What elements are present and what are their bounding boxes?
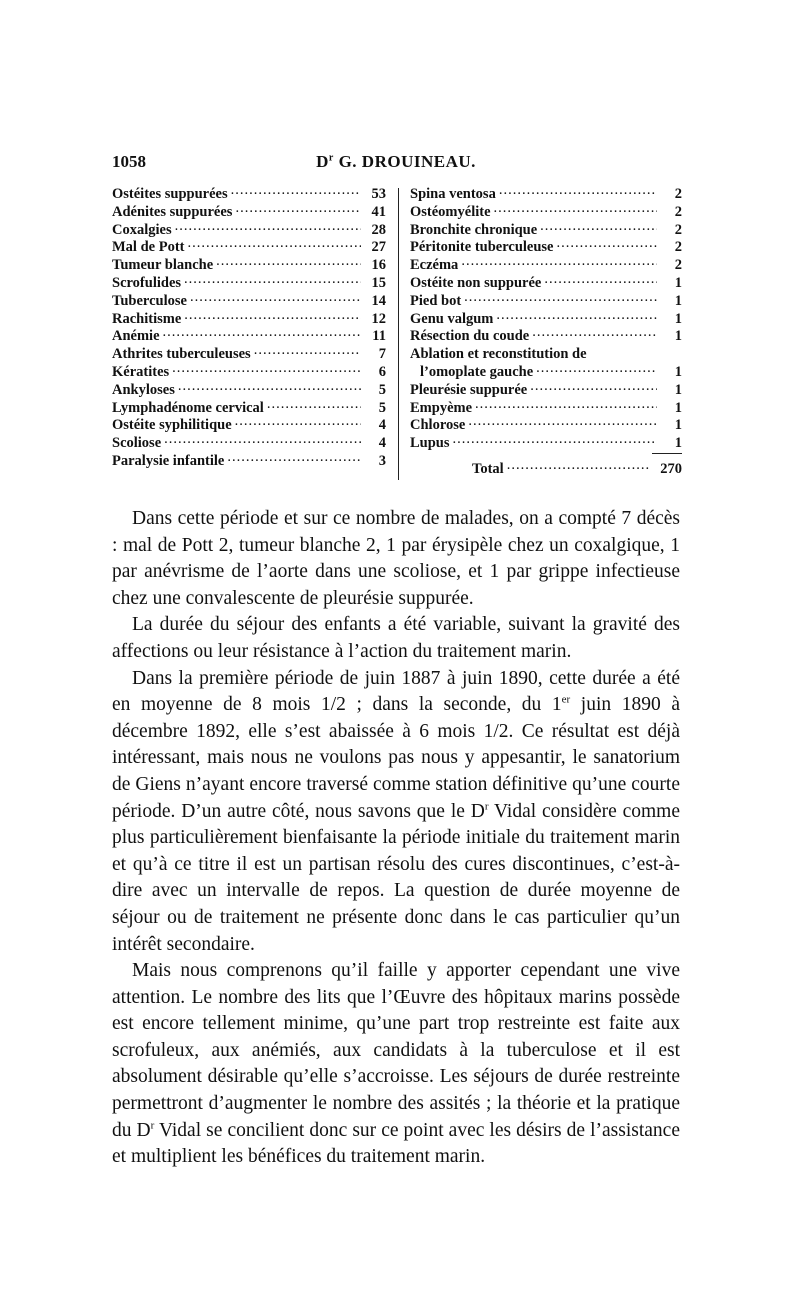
text-run: juin 1890 à décembre 1892, elle s’est abaissée à 6 mois 1/2. Ce résultat est déjà intéressant, mais nous ne voulons pas nous y appesantir, le sanatorium de Giens n’ayant encore traversé comme station définitive qu’une courte période. D’un autre côté, nous savons que le D — [112, 694, 680, 822]
table-row — [410, 275, 682, 293]
table-row — [112, 382, 386, 400]
row-label: Ostéomyélite — [410, 203, 491, 220]
table-row — [112, 453, 386, 471]
column-divider — [398, 188, 399, 480]
row-value: 1 — [674, 274, 682, 291]
table-row — [410, 239, 682, 257]
row-value: 1 — [674, 292, 682, 309]
total-rule-wrap — [410, 453, 682, 457]
row-value: 4 — [378, 417, 386, 434]
row-label: Spina ventosa — [410, 186, 496, 202]
table-row-ablation-line2 — [410, 364, 682, 382]
row-value: 12 — [371, 310, 386, 327]
total-label: Total — [472, 460, 504, 477]
row-value: 27 — [371, 239, 386, 256]
table-row — [112, 293, 386, 311]
table-row — [112, 275, 386, 293]
table-row — [112, 222, 386, 240]
row-value: 7 — [378, 346, 386, 363]
text-run: Dans la première période de juin 1887 à juin 1890, cette durée a été en moyenne de 8 mois 1/2 ; dans la seconde, du 1 — [112, 667, 680, 716]
author-prefix-sup: r — [328, 152, 334, 164]
row-value: 41 — [371, 203, 386, 220]
table-row — [410, 222, 682, 240]
table-row — [410, 328, 682, 346]
row-label: Athrites tuberculeuses — [112, 346, 251, 363]
row-label: Empyème — [410, 399, 473, 416]
paragraph: La durée du séjour des enfants a été variable, suivant la gravité des affections ou leur résistance à l’action du traitement marin. — [112, 614, 680, 662]
row-label: Ostéite non suppurée — [410, 274, 542, 291]
row-label: Ostéites suppurées — [112, 186, 228, 202]
row-label: Ostéite syphilitique — [112, 417, 232, 434]
row-value: 5 — [378, 381, 386, 398]
paragraph: Dans cette période et sur ce nombre de malades, on a compté 7 décès : mal de Pott 2, tumeur blanche 2, 1 par érysipèle chez un coxalgique, 1 par anévrisme de l’aorte dans une scoliose, et 1 par grippe infectieuse chez une convalescente de pleurésie suppurée. — [112, 508, 680, 609]
table-row — [410, 382, 682, 400]
row-value: 16 — [371, 257, 386, 274]
table-row — [112, 435, 386, 453]
table-row — [410, 293, 682, 311]
row-label: Résection du coude — [410, 328, 530, 345]
table-row-ablation-line1 — [410, 346, 682, 364]
row-label: Pleurésie suppurée — [410, 381, 528, 398]
row-label: Péritonite tuberculeuse — [410, 239, 554, 256]
superscript: r — [484, 800, 489, 813]
row-value: 1 — [674, 399, 682, 416]
table-row — [410, 400, 682, 418]
body-text — [112, 506, 680, 1171]
superscript: er — [561, 693, 571, 706]
row-label: Adénites suppurées — [112, 203, 233, 220]
row-label: Rachitisme — [112, 310, 182, 327]
row-label: l’omoplate gauche — [420, 363, 534, 380]
row-value: 28 — [371, 221, 386, 238]
table-row — [112, 239, 386, 257]
row-label: Scoliose — [112, 435, 162, 452]
row-value: 1 — [674, 363, 682, 380]
row-label: Lymphadénome cervical — [112, 399, 264, 416]
row-value: 6 — [378, 363, 386, 380]
row-label: Tumeur blanche — [112, 257, 214, 274]
row-value: 1 — [674, 328, 682, 345]
row-label: Anémie — [112, 328, 160, 345]
table-row — [112, 257, 386, 275]
row-value: 1 — [674, 417, 682, 434]
paragraph — [112, 958, 680, 1171]
row-label: Eczéma — [410, 257, 459, 274]
row-value: 11 — [372, 328, 386, 345]
row-value: 2 — [674, 203, 682, 220]
table-row — [410, 311, 682, 329]
row-value: 15 — [371, 274, 386, 291]
row-label: Pied bot — [410, 292, 462, 309]
page-header — [112, 152, 680, 182]
row-value: 14 — [371, 292, 386, 309]
table-right-column — [410, 186, 682, 479]
text-run: Vidal considère comme plus particulièrement bienfaisante la période initiale du traitement marin et qu’à ce titre il est un partisan résolu des cures discontinues, c’est-à-dire avec un intervalle de repos. La question de durée moyenne de séjour ou de traitement ne présente donc dans le cas particulier qu’un intérêt secondaire. — [112, 800, 680, 955]
row-label: Paralysie infantile — [112, 452, 225, 469]
table-row — [410, 435, 682, 453]
row-label: Ablation et reconstitution de — [410, 346, 587, 363]
table-row — [410, 257, 682, 275]
row-value: 2 — [674, 221, 682, 238]
table-row — [410, 417, 682, 435]
paragraph — [112, 666, 680, 959]
author-name: G. DROUINEAU. — [338, 152, 476, 171]
table-row — [112, 328, 386, 346]
table-row — [112, 364, 386, 382]
row-label: Mal de Pott — [112, 239, 185, 256]
row-value: 4 — [378, 435, 386, 452]
row-value: 1 — [674, 381, 682, 398]
table-left-column — [112, 186, 386, 471]
row-value: 3 — [378, 452, 386, 469]
table-row — [112, 400, 386, 418]
table-row — [112, 186, 386, 204]
table-row — [112, 417, 386, 435]
text-run: Vidal se concilient donc sur ce point avec les désirs de l’assistance et multiplient les bénéfices du traitement marin. — [112, 1119, 680, 1168]
table-total-row — [410, 461, 682, 479]
page-number: 1058 — [112, 152, 146, 171]
row-label: Scrofulides — [112, 274, 182, 291]
row-label: Ankyloses — [112, 381, 175, 398]
total-value: 270 — [660, 460, 682, 477]
row-label: Lupus — [410, 435, 450, 452]
author-prefix: D — [316, 152, 329, 171]
table-row — [410, 186, 682, 204]
row-label: Bronchite chronique — [410, 221, 538, 238]
row-value: 5 — [378, 399, 386, 416]
row-value: 2 — [674, 186, 682, 202]
text-run: Mais nous comprenons qu’il faille y apporter cependant une vive attention. Le nombre des lits que l’Œuvre des hôpitaux marins possède est encore tellement minime, qu’une part trop restreinte est faite aux scrofuleux, aux anémiés, aux candidats à la tuberculose et il est absolument désirable qu’elle s’accroisse. Les séjours de durée restreinte permettront d’augmenter le nombre des assités ; la théorie et la pratique du D — [112, 960, 680, 1141]
table-row — [112, 311, 386, 329]
row-value: 2 — [674, 257, 682, 274]
row-label: Chlorose — [410, 417, 466, 434]
row-value: 1 — [674, 310, 682, 327]
row-label: Genu valgum — [410, 310, 494, 327]
table-row — [410, 204, 682, 222]
running-head — [112, 152, 680, 172]
row-value: 2 — [674, 239, 682, 256]
superscript: r — [150, 1119, 155, 1132]
row-label: Tuberculose — [112, 292, 187, 309]
row-value: 1 — [674, 435, 682, 452]
diagnosis-table — [112, 186, 682, 486]
table-row — [112, 204, 386, 222]
total-rule — [652, 453, 682, 454]
table-row — [112, 346, 386, 364]
row-label: Kératites — [112, 363, 170, 380]
row-label: Coxalgies — [112, 221, 172, 238]
row-value: 53 — [371, 186, 386, 202]
